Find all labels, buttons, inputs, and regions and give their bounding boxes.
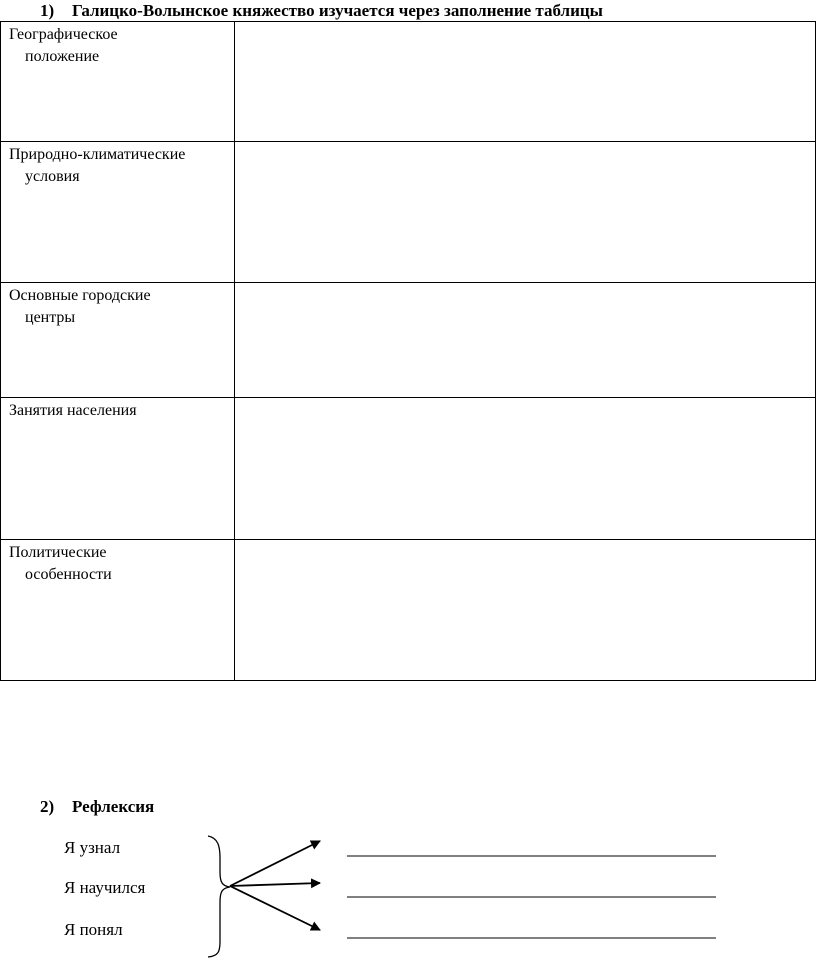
row-label-line1: Политические [9, 544, 107, 561]
reflection-item-understood: Я понял [64, 920, 123, 939]
arrow-to-mastered-icon [230, 883, 320, 886]
row-label-line1: Основные городские [9, 287, 151, 304]
reflection-item-mastered: Я научился [64, 878, 146, 897]
section1-title: Галицко-Волынское княжество изучается через заполнение таблицы [72, 1, 603, 20]
row-label-line2: положение [25, 48, 100, 65]
curly-brace-icon [208, 836, 230, 957]
row-label-line1: Географическое [9, 26, 118, 43]
row-label-line1: Занятия населения [9, 402, 137, 419]
arrow-to-learned-icon [230, 841, 320, 886]
row-label-line2: условия [25, 168, 80, 185]
reflection-item-learned: Я узнал [64, 838, 121, 857]
section2-title: Рефлексия [72, 797, 155, 816]
arrow-to-understood-icon [230, 886, 320, 930]
row-label-line2: особенности [25, 566, 112, 583]
row-label-line1: Природно-климатические [9, 146, 186, 163]
row-label-line2: центры [25, 309, 76, 326]
section2-number: 2) [40, 797, 55, 816]
section1-number: 1) [40, 1, 55, 20]
